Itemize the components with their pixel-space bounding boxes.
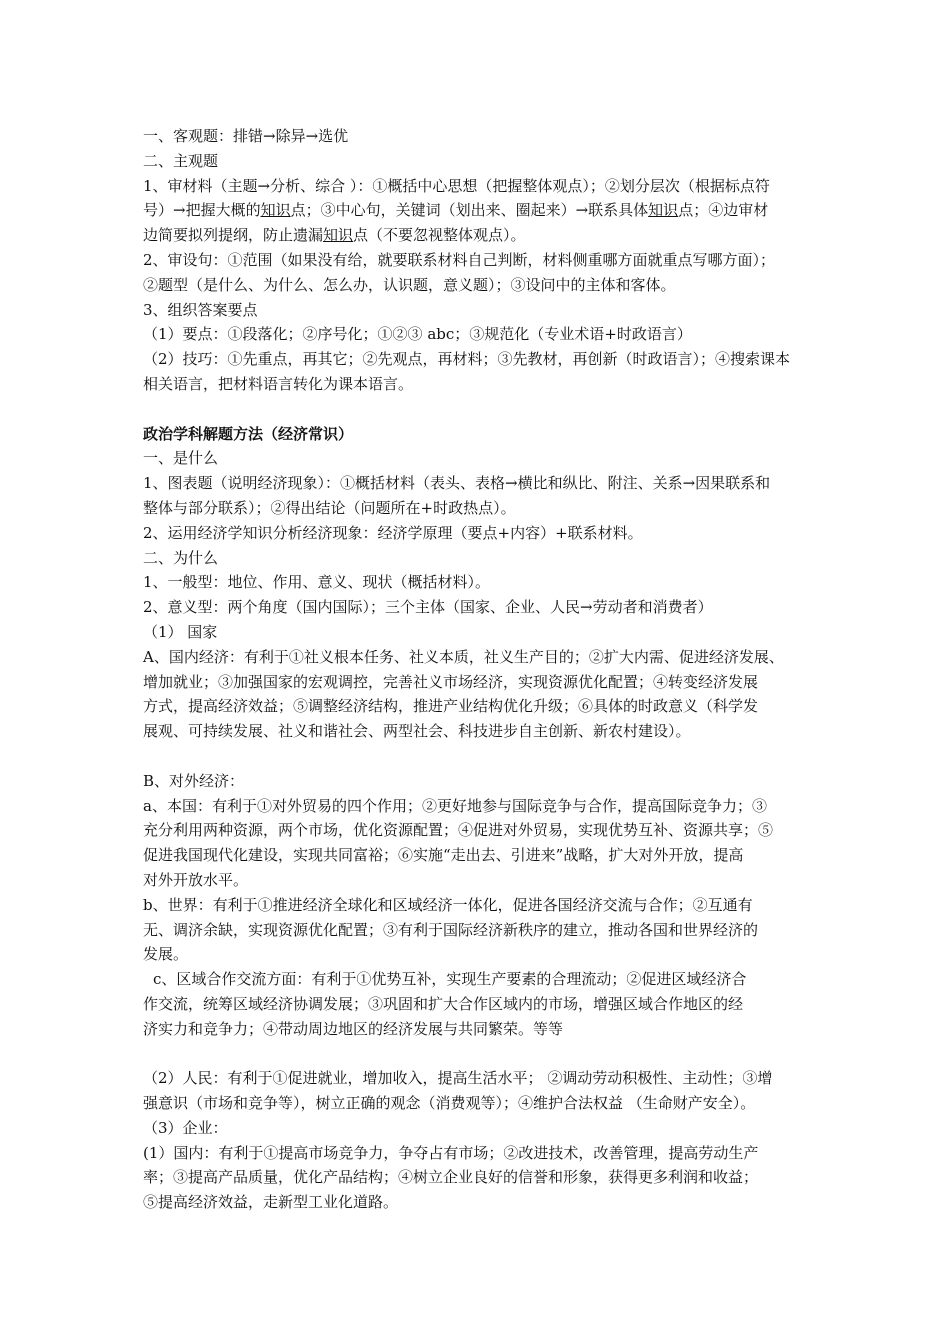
text-line: 发展。 (143, 945, 189, 964)
text-segment: 号）→把握大概的 (143, 201, 261, 220)
text-line: B、对外经济： (143, 771, 245, 790)
text-segment: 点；③中心句，关键词（划出来、圈起来）→联系具体 (290, 201, 649, 220)
text-line: 增加就业；③加强国家的宏观调控，完善社义市场经济，实现资源优化配置；④转变经济发展 (143, 672, 759, 691)
text-line: 作交流，统筹区域经济协调发展；③巩固和扩大合作区域内的市场，增强区域合作地区的经 (143, 994, 744, 1013)
text-line: 1、审材料（主题→分析、综合 ）：①概括中心思想（把握整体观点）；②划分层次（根据标点符 (143, 176, 770, 195)
text-line: c、区域合作交流方面：有利于①优势互补，实现生产要素的合理流动；②促进区域经济合 (153, 970, 747, 989)
text-line: 相关语言，把材料语言转化为课本语言。 (143, 374, 414, 393)
text-line: 3、组织答案要点 (143, 300, 258, 319)
text-line: 一、客观题：排错→除异→选优 (143, 127, 349, 145)
blank-line (143, 397, 815, 422)
text-line: ②题型（是什么、为什么、怎么办，认识题，意义题）；③设问中的主体和客体。 (143, 275, 676, 294)
text-line: 充分利用两种资源，两个市场，优化资源配置；④促进对外贸易，实现优势互补、资源共享；⑤ (143, 821, 774, 840)
document-body (143, 124, 815, 1215)
text-line: 1、一般型：地位、作用、意义、现状（概括材料）。 (143, 573, 491, 592)
text-line: 率；③提高产品质量，优化产品结构；④树立企业良好的信誉和形象，获得更多利润和收益； (143, 1168, 759, 1187)
text-line: 强意识（市场和竞争等），树立正确的观念（消费观等）；④维护合法权益 （生命财产安全）。 (143, 1094, 756, 1113)
underlined-term: 知识 (323, 226, 354, 245)
text-line: （2）技巧：①先重点，再其它；②先观点，再材料；③先教材，再创新（时政语言）；④搜索课本 (143, 350, 791, 369)
underlined-term: 知识 (648, 201, 679, 220)
text-line: 济实力和竞争力；④带动周边地区的经济发展与共同繁荣。等等 (143, 1019, 564, 1038)
text-line: ⑤提高经济效益，走新型工业化道路。 (143, 1193, 399, 1212)
text-line: 展观、可持续发展、社义和谐社会、两型社会、科技进步自主创新、新农村建设）。 (143, 722, 691, 741)
text-line: （3）企业： (143, 1118, 228, 1137)
text-line: 1、图表题（说明经济现象）：①概括材料（表头、表格→横比和纵比、附注、关系→因果联系和 (143, 474, 771, 493)
text-segment: 点；④边审材 (678, 201, 769, 220)
text-line: 无、调济余缺，实现资源优化配置；③有利于国际经济新秩序的建立，推动各国和世界经济的 (143, 920, 759, 939)
text-line: 二、主观题 (143, 151, 219, 170)
text-line: 整体与部分联系）；②得出结论（问题所在+时政热点）。 (143, 498, 516, 517)
text-segment: 边简要拟列提纲，防止遗漏 (143, 226, 324, 245)
text-line (143, 223, 815, 248)
text-line: a、本国：有利于①对外贸易的四个作用；②更好地参与国际竞争与合作，提高国际竞争力；③ (143, 796, 767, 815)
text-line (143, 198, 815, 223)
text-line: 一、是什么 (143, 449, 219, 468)
text-line: 2、意义型：两个角度（国内国际）；三个主体（国家、企业、人民→劳动者和消费者） (143, 598, 713, 617)
text-line: 对外开放水平。 (143, 870, 249, 889)
blank-line (143, 1041, 815, 1066)
text-line: b、世界：有利于①推进经济全球化和区域经济一体化，促进各国经济交流与合作；②互通有 (143, 895, 753, 914)
text-segment: 点（不要忽视整体观点）。 (353, 226, 526, 245)
text-line: 二、为什么 (143, 548, 219, 567)
text-line: 2、审设句：①范围（如果没有给，就要联系材料自己判断，材料侧重哪方面就重点写哪方面）； (143, 250, 776, 269)
text-line: 促进我国现代化建设，实现共同富裕；⑥实施“走出去、引进来”战略，扩大对外开放，提高 (143, 846, 744, 865)
underlined-term: 知识 (260, 201, 291, 220)
text-line: （1） 国家 (143, 622, 218, 641)
text-line: （1）要点：①段落化；②序号化；①②③ abc；③规范化（专业术语+时政语言） (143, 325, 692, 344)
text-line: A、国内经济：有利于①社义根本任务、社义本质，社义生产目的；②扩大内需、促进经济发展、 (143, 647, 784, 666)
section-heading: 政治学科解题方法（经济常识） (143, 424, 354, 443)
text-line: （2）人民：有利于①促进就业，增加收入，提高生活水平； ②调动劳动积极性、主动性；③增 (143, 1069, 773, 1088)
text-line: (1）国内：有利于①提高市场竞争力，争夺占有市场；②改进技术，改善管理，提高劳动生产 (143, 1143, 759, 1162)
text-line: 方式，提高经济效益；⑤调整经济结构，推进产业结构优化升级；⑥具体的时政意义（科学发 (143, 697, 759, 716)
blank-line (143, 744, 815, 769)
text-line: 2、运用经济学知识分析经济现象：经济学原理（要点+内容）+联系材料。 (143, 523, 643, 542)
